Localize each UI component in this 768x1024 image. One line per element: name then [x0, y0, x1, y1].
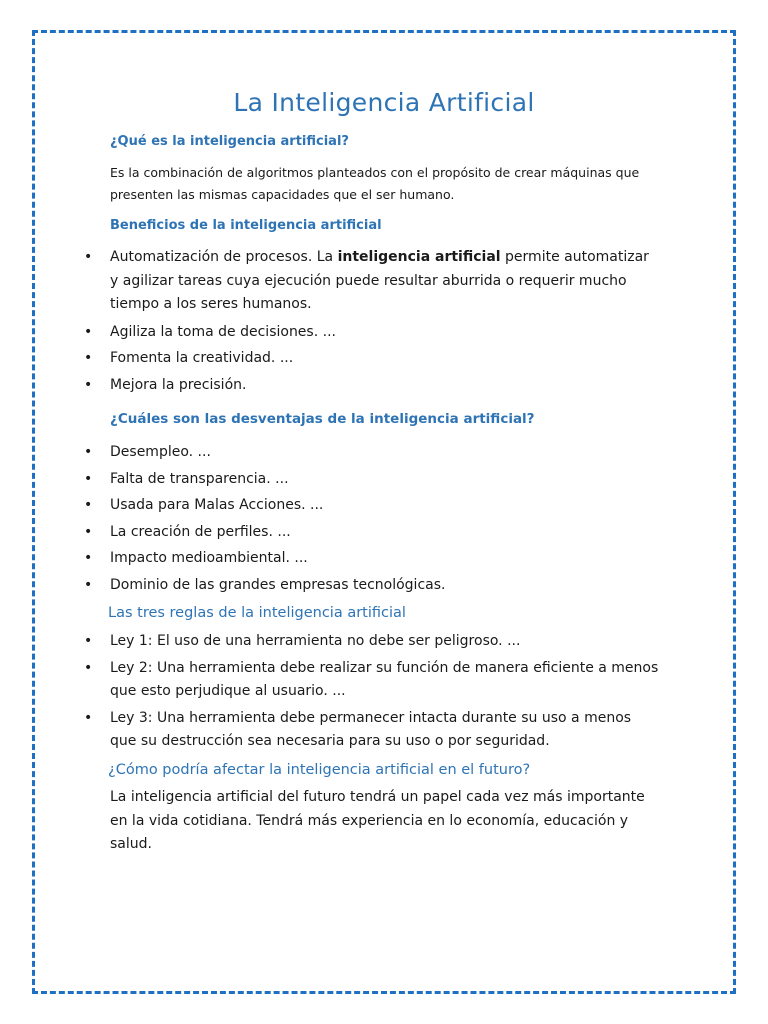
bullet-icon: •	[84, 350, 93, 366]
list-item: • Ley 1: El uso de una herramienta no debe ser peligroso. ...	[0, 630, 768, 654]
heading-benefits: Beneficios de la inteligencia artificial	[110, 218, 382, 233]
list-item: • Fomenta la creatividad. ...	[0, 347, 768, 371]
definition-line-2: presenten las mismas capacidades que el ser humano.	[110, 187, 455, 202]
future-paragraph: La inteligencia artificial del futuro tendrá un papel cada vez más importante en la vida cotidiana. Tendrá más experiencia en lo economía, educación y salud.	[110, 789, 645, 852]
bullet-icon: •	[84, 444, 93, 460]
heading-what-is-ai: ¿Qué es la inteligencia artificial?	[110, 134, 349, 149]
list-item: • Mejora la precisión.	[0, 374, 768, 398]
bullet-icon: •	[84, 709, 93, 726]
list-item: • Desempleo. ...	[0, 441, 768, 465]
benefits-list	[0, 246, 768, 397]
definition-paragraph	[110, 162, 670, 206]
heading-disadvantages: ¿Cuáles son las desventajas de la inteligencia artificial?	[110, 411, 535, 427]
heading-three-rules: Las tres reglas de la inteligencia artificial	[108, 605, 406, 621]
bullet-icon: •	[84, 249, 93, 265]
bullet-icon: •	[84, 376, 93, 393]
bullet-icon: •	[84, 497, 93, 513]
disadvantages-list	[0, 441, 768, 597]
list-item: • Dominio de las grandes empresas tecnológicas.	[0, 574, 768, 598]
document-title: La Inteligencia Artificial	[233, 88, 535, 117]
bullet-icon: •	[84, 550, 93, 566]
list-item: • La creación de perfiles. ...	[0, 521, 768, 545]
list-item: • Impacto medioambiental. ...	[0, 547, 768, 571]
list-item: • Usada para Malas Acciones. ...	[0, 494, 768, 518]
list-item: • Ley 2: Una herramienta debe realizar su función de manera eficiente a menos que esto perjudique al usuario. ...	[0, 657, 768, 704]
list-item: • Falta de transparencia. ...	[0, 468, 768, 492]
bullet-icon: •	[84, 576, 93, 593]
heading-future-impact: ¿Cómo podría afectar la inteligencia artificial en el futuro?	[108, 762, 531, 778]
definition-line-1: Es la combinación de algoritmos planteados con el propósito de crear máquinas que	[110, 165, 640, 180]
bullet-icon: •	[84, 633, 93, 649]
bullet-icon: •	[84, 659, 93, 676]
bullet-icon: •	[84, 470, 93, 487]
bullet-icon: •	[84, 523, 93, 540]
bullet-icon: •	[84, 323, 93, 340]
list-item: • Ley 3: Una herramienta debe permanecer intacta durante su uso a menos que su destrucción sea necesaria para su uso o por seguridad.	[0, 707, 768, 754]
list-item: • Agiliza la toma de decisiones. ...	[0, 321, 768, 345]
list-item: • Automatización de procesos. La inteligencia artificial permite automatizar y agilizar tareas cuya ejecución puede resultar aburrida o requerir mucho tiempo a los seres humanos.	[0, 246, 768, 317]
rules-list	[0, 630, 768, 754]
